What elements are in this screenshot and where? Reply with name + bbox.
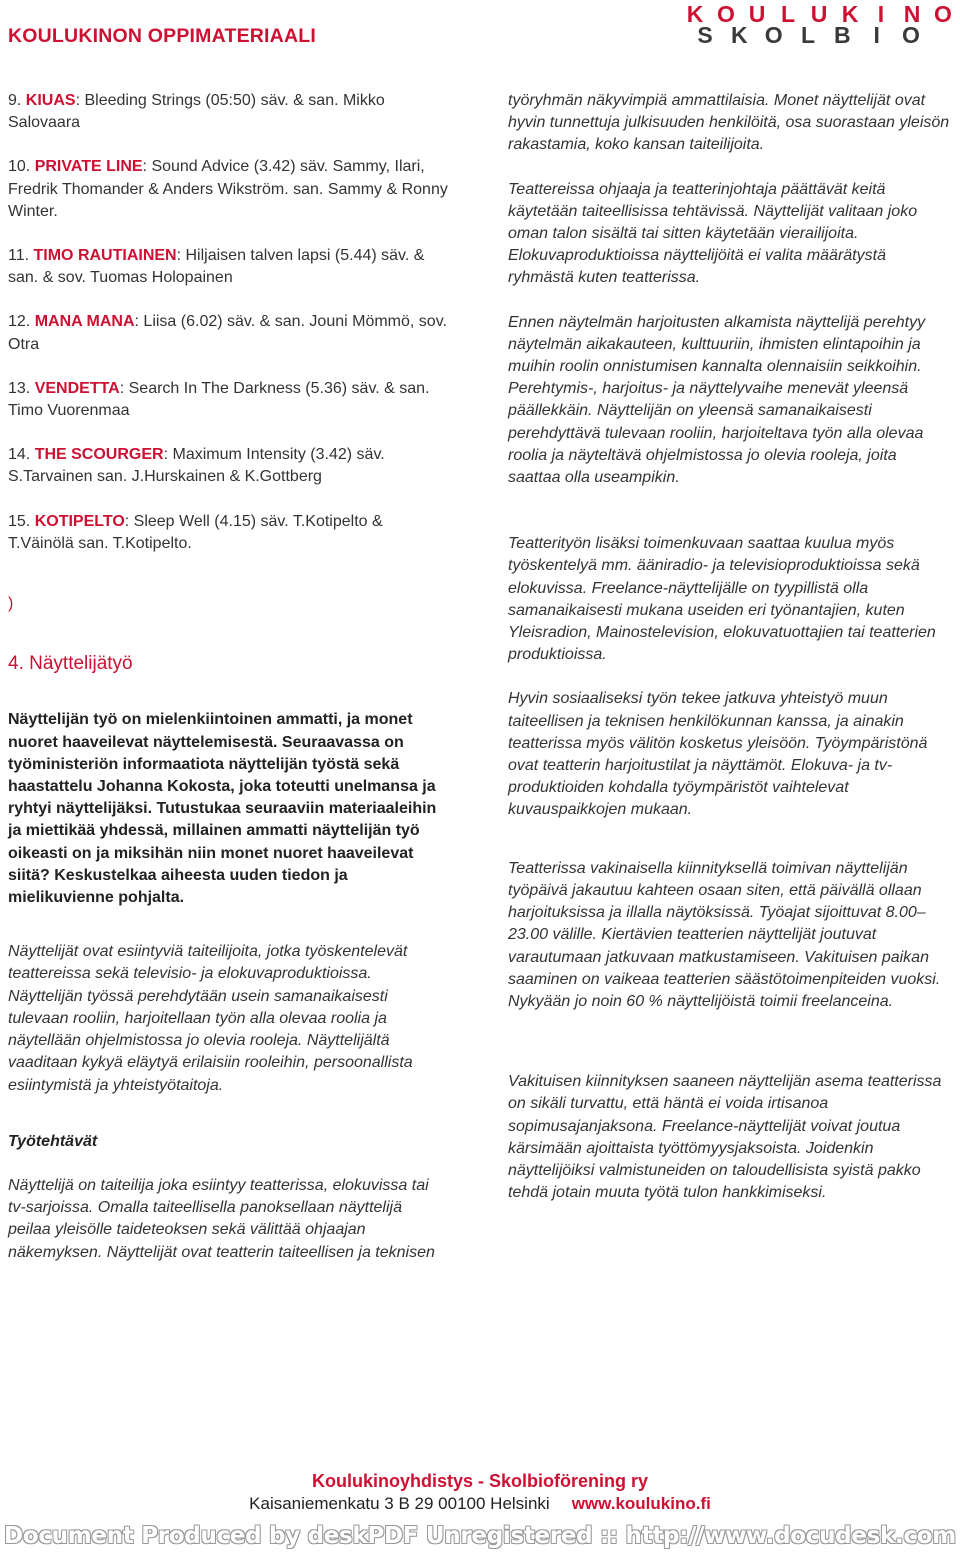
footer-website-link[interactable]: www.koulukino.fi — [571, 1494, 711, 1513]
track-entry: 11. TIMO RAUTIAINEN: Hiljaisen talven lapsi (5.44) säv. & san. & sov. Tuomas Holopainen — [8, 247, 425, 287]
left-column — [8, 90, 448, 1286]
body-paragraph: Näyttelijä on taiteilija joka esiintyy teatterissa, elokuvissa tai tv-sarjoissa. Omalla taiteellisella panoksellaan näyttelijä peilaa yleisölle taideteoksen sekä välittää ohjaajan näkemyksen. Näyttelijät ovat teatterin taiteellisen ja teknisen — [8, 1176, 435, 1261]
logo-line-1: K O U L U K I N O — [686, 1, 952, 27]
track-entry: 10. PRIVATE LINE: Sound Advice (3.42) säv. Sammy, Ilari, Fredrik Thomander & Anders Wikström. san. Sammy & Ronny Winter. — [8, 158, 448, 220]
body-paragraph: Teatterissa vakinaisella kiinnityksellä toimivan näyttelijän työpäivä jakautuu kahteen osaan siten, että päivällä ollaan harjoituksissa ja illalla näytöksissä. Työajat sijoittuvat 8.00–23.00 välille. Kiertävien teatterien näyttelijät joutuvat varautumaan jatkuvaan matkustamiseen. Vakituisen paikan saaminen on vaikeaa teatterien säästötoimenpiteiden vuoksi. Nykyään jo noin 60 % näyttelijöistä toimii freelanceina. — [508, 859, 941, 1010]
track-entry: 14. THE SCOURGER: Maximum Intensity (3.42) säv. S.Tarvainen san. J.Hurskainen & K.Gottberg — [8, 446, 385, 486]
koulukino-logo — [684, 1, 954, 48]
watermark: Document Produced by deskPDF Unregistered :: http://www.docudesk.com — [4, 1523, 956, 1549]
footer-organization: Koulukinoyhdistys - Skolbioförening ry — [311, 1471, 649, 1491]
lead-paragraph: Näyttelijän työ on mielenkiintoinen ammatti, ja monet nuoret haaveilevat näyttelemisestä. Seuraavassa on työministeriön informaatiota näyttelijän työstä sekä haastattelu Johanna Kokosta, joka toteutti unelmansa ja ryhtyi näyttelijäksi. Tutustukaa seuraaviin materiaaleihin ja miettikää yhdessä, millainen ammatti näyttelijän työ oikeasti on ja miksihän niin monet nuoret haaveilevat siitä? Keskustelkaa aiheesta uuden tiedon ja mielikuvienne pohjalta. — [8, 711, 437, 907]
section-heading: 4. Näyttelijätyö — [8, 653, 133, 675]
stray-parenthesis: ) — [8, 595, 14, 613]
track-entry: 12. MANA MANA: Liisa (6.02) säv. & san. Jouni Mömmö, sov. Otra — [8, 313, 447, 353]
footer-address: Kaisaniemenkatu 3 B 29 00100 Helsinki — [249, 1494, 550, 1513]
right-column — [508, 90, 953, 1226]
body-paragraph: Vakituisen kiinnityksen saaneen näyttelijän asema teatterissa on sikäli turvattu, että häntä ei voida irtisanoa sopimusajanjaksona. Freelance-näyttelijät voivat joutua kärsimään ajoittaista työttömyysjaksoista. Joidenkin näyttelijöiksi valmistuneiden on taloudellisista syistä pakko tehdä jotain muuta työtä tulon hankkimiseksi. — [508, 1073, 942, 1202]
track-entry: 15. KOTIPELTO: Sleep Well (4.15) säv. T.Kotipelto & T.Väinölä san. T.Kotipelto. — [8, 512, 383, 552]
sub-heading: Työtehtävät — [8, 1132, 98, 1150]
body-paragraph: Näyttelijät ovat esiintyviä taiteilijoita, jotka työskentelevät teattereissa sekä televisio- ja elokuvaproduktioissa. Näyttelijän työssä perehdytään usein samanaikaisesti tulevaan rooliin, harjoitellaan työn alla olevaa roolia ja näytellään ohjelmistossa jo olevia rooleja. Näyttelijältä vaaditaan kykyä eläytyä erilaisiin rooleihin, persoonallista esiintymistä ja yhteistyötaitoja. — [8, 943, 413, 1094]
footer-address-line — [0, 1494, 960, 1514]
track-entry: 13. VENDETTA: Search In The Darkness (5.36) säv. & san. Timo Vuorenmaa — [8, 379, 430, 420]
body-paragraph: Teattereissa ohjaaja ja teatterinjohtaja päättävät keitä käytetään taiteellisissa tehtävissä. Näyttelijät valitaan joko oman talon sisältä tai sitten käytetään vierailijoita. Elokuvaproduktioissa näyttelijöitä ei valita määrätystä ryhmästä kuten teatterissa. — [508, 180, 918, 287]
track-entry: 9. KIUAS: Bleeding Strings (05:50) säv. & san. Mikko Salovaara — [8, 92, 385, 132]
body-paragraph: Ennen näytelmän harjoitusten alkamista näyttelijä perehtyy näytelmän aikakauteen, kulttuuriin, ihmisten elintapoihin ja muihin roolin onnistumisen kannalta olennaisiin seikkoihin. Perehtymis-, harjoitus- ja näyttelyvaihe menevät yleensä päällekkäin. Näyttelijän on yleensä samanaikaisesti perehdyttävä tulevaan rooliin, harjoiteltava työn alla olevaa roolia ja näyteltävä ohjelmistossa jo olevia rooleja, joita saattaa olla useampikin. — [508, 313, 926, 487]
body-paragraph: työryhmän näkyvimpiä ammattilaisia. Monet näyttelijät ovat hyvin tunnettuja julkisuuden henkilöitä, osa suorastaan yleisön rakastamia, koko kansan taiteilijoita. — [508, 92, 950, 154]
body-paragraph: Teatterityön lisäksi toimenkuvaan saattaa kuulua myös työskentelyä mm. ääniradio- ja televisioproduktioissa sekä elokuvissa. Freelance-näyttelijälle on tyypillistä olla samanaikaisesti mukana useiden eri työnantajien, kuten Yleisradion, Mainostelevision, elokuvatuottajien tai teatterien produktioissa. — [508, 535, 936, 664]
body-paragraph: Hyvin sosiaaliseksi työn tekee jatkuva yhteistyö muun taiteellisen ja teknisen henkilökunnan kanssa, ja ainakin teatterissa myös välitön kosketus yleisöön. Työympäristönä ovat teatterin harjoitustilat ja näyttämöt. Elokuva- ja tv-produktioiden kohdalla työympäristöt vaihtelevat kuvauspaikkojen mukaan. — [508, 690, 928, 819]
logo-line-2: S K O L B I O — [697, 22, 920, 48]
header-title: KOULUKINON OPPIMATERIAALI — [8, 25, 316, 47]
